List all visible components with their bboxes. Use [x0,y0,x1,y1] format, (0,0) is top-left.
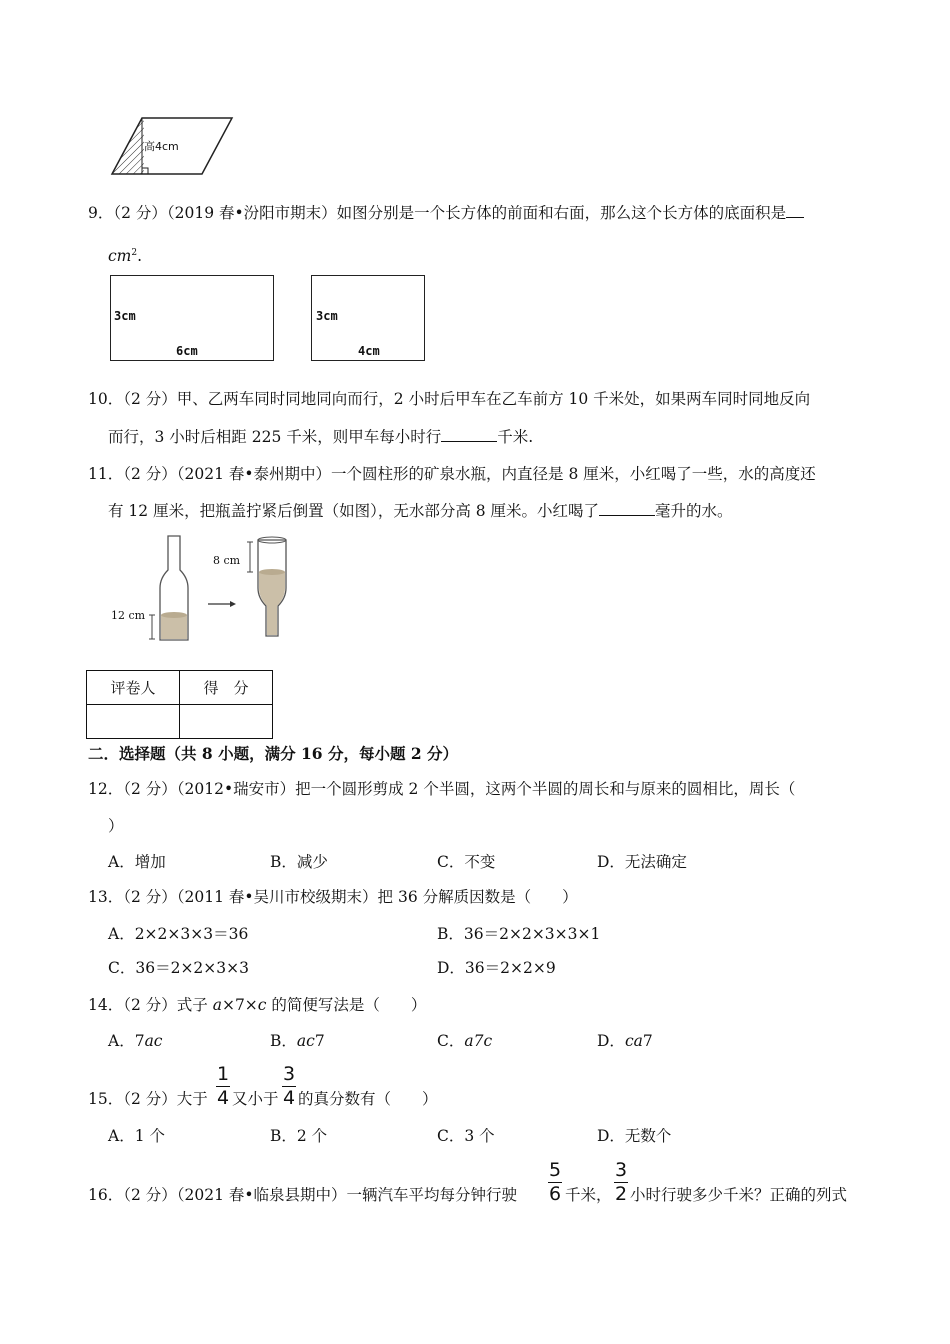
question-14 [88,995,426,1015]
option-label: C． [437,1032,465,1050]
question-15-end: 的真分数有（ ） [298,1090,438,1108]
front-face-width-label: 6cm [176,344,198,358]
question-12-line2: ） [108,817,124,835]
water-bottle-figure [108,532,308,644]
question-text: （2 分）甲、乙两车同时同地同向而行，2 小时后甲车在乙车前方 10 千米处，如果两车同时同地反向 [123,390,811,408]
option-var: ac [144,1032,163,1050]
question-number: 14． [88,996,124,1014]
question-12 [88,779,795,799]
parallelogram-height-label: 高4cm [144,140,179,153]
denominator: 4 [282,1087,296,1109]
option-d[interactable]: D．36＝2×2×9 [437,959,556,977]
question-10 [88,389,810,409]
question-number: 12． [88,780,124,798]
question-text: （2 分）大于 [123,1090,208,1108]
question-16-end: 小时行驶多少千米？正确的列式 [630,1186,848,1204]
numerator: 3 [614,1159,628,1181]
option-var: a [464,1032,474,1050]
option-a[interactable]: A．2×2×3×3＝36 [108,925,249,943]
question-number: 16． [88,1186,124,1204]
section-title: 二．选择题（共 8 小题，满分 16 分，每小题 2 分） [88,744,459,763]
question-16-middle: 千米， [565,1186,612,1204]
option-tail: 7 [314,1032,325,1050]
question-text: ×7× [221,996,258,1014]
option-tail: 7 [642,1032,653,1050]
option-c[interactable]: C．不变 [437,853,496,871]
denominator: 4 [216,1087,230,1109]
score-cell[interactable] [180,705,273,739]
option-a[interactable] [108,1031,162,1051]
option-label: D． [597,1032,625,1050]
question-10-line2 [108,427,533,447]
unit-exponent: 2 [131,248,138,258]
score-header: 得 分 [180,671,273,705]
question-number: 10． [88,390,124,408]
question-text: 毫升的水。 [655,502,733,520]
option-b[interactable] [270,1031,325,1051]
question-11-line2 [108,501,733,521]
question-11 [88,464,816,484]
right-face-width-label: 4cm [358,344,380,358]
front-face-height-label: 3cm [114,309,136,323]
question-16 [88,1185,517,1205]
question-15-number [88,1089,208,1109]
grader-cell[interactable] [87,705,180,739]
question-15-middle: 又小于 [232,1090,279,1108]
variable-c: c [257,996,267,1014]
option-c[interactable] [437,1031,492,1051]
option-d[interactable]: D．无数个 [597,1127,672,1145]
denominator: 2 [614,1183,628,1205]
option-d[interactable]: D．无法确定 [597,853,687,871]
answer-blank[interactable] [599,501,655,516]
option-d[interactable] [597,1031,653,1051]
denominator: 6 [548,1183,562,1205]
question-number: 11． [88,465,124,483]
numerator: 3 [282,1063,296,1085]
question-number: 13． [88,888,124,906]
answer-blank[interactable] [786,203,804,218]
option-b[interactable]: B．2 个 [270,1127,328,1145]
option-b[interactable]: B．减少 [270,853,328,871]
answer-blank[interactable] [441,427,497,442]
numerator: 1 [216,1063,230,1085]
option-a[interactable]: A．1 个 [108,1127,165,1145]
option-label: A．7 [108,1032,145,1050]
question-number: 15． [88,1090,124,1108]
option-b[interactable]: B．36＝2×2×3×3×1 [437,925,601,943]
question-text: （2 分）（2019 春•汾阳市期末）如图分别是一个长方体的前面和右面，那么这个长方体的底面积是 [113,204,787,222]
right-face-height-label: 3cm [316,309,338,323]
numerator: 5 [548,1159,562,1181]
question-text: （2 分）（2012•瑞安市）把一个圆形剪成 2 个半圆，这两个半圆的周长和与原来的圆相比，周长（ [123,780,796,798]
bottle-label-12cm: 12 cm [111,609,146,622]
unit-cm: cm [108,247,132,266]
score-table [86,670,273,739]
option-a[interactable]: A．增加 [108,853,166,871]
option-var: ca [624,1032,643,1050]
bottle-label-8cm: 8 cm [213,554,241,567]
option-c[interactable]: C．36＝2×2×3×3 [108,959,249,977]
question-text: 而行，3 小时后相距 225 千米，则甲车每小时行 [108,428,442,446]
grader-header: 评卷人 [87,671,180,705]
variable-a: a [212,996,222,1014]
question-text: （2 分）式子 [123,996,213,1014]
question-text: （2 分）（2021 春•泰州期中）一个圆柱形的矿泉水瓶，内直径是 8 厘米，小红喝了一些，水的高度还 [123,465,816,483]
question-text: 的简便写法是（ ） [266,996,427,1014]
option-var: ac [296,1032,315,1050]
period: . [137,247,143,266]
question-9 [88,203,804,223]
question-13 [88,887,578,907]
question-text: （2 分）（2011 春•吴川市校级期末）把 36 分解质因数是（ ） [123,888,578,906]
option-label: B． [270,1032,297,1050]
question-text: 千米. [497,428,534,446]
question-text: （2 分）（2021 春•临泉县期中）一辆汽车平均每分钟行驶 [123,1186,518,1204]
option-tail: 7c [473,1032,493,1050]
option-c[interactable]: C．3 个 [437,1127,495,1145]
question-9-unit [108,243,142,266]
question-number: 9． [88,204,114,222]
question-text: 有 12 厘米，把瓶盖拧紧后倒置（如图），无水部分高 8 厘米。小红喝了 [108,502,600,520]
